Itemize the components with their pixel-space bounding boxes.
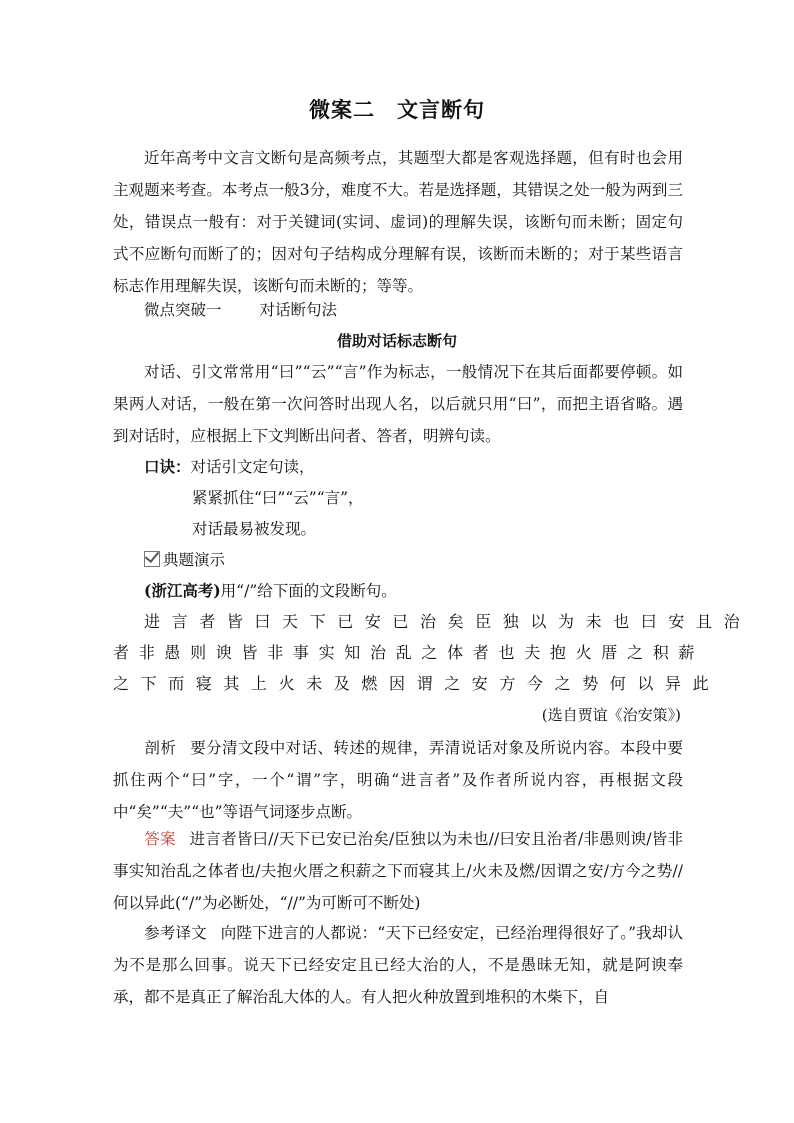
instruction-text: 用“/”给下面的文段断句。 — [220, 582, 397, 600]
passage-citation: (选自贾谊《治安策》) — [541, 706, 681, 724]
source-tag: (浙江高考) — [144, 581, 221, 600]
example-instruction — [144, 575, 397, 607]
mnemonic-line: 紧紧抓住“曰”“云”“言”， — [192, 489, 364, 507]
section-name: 对话断句法 — [259, 301, 338, 319]
passage-line: 之下而寝其上火未及燃因谓之安方今之势何以异此 — [113, 674, 721, 693]
method-subheading: 借助对话标志断句 — [336, 332, 457, 350]
mnemonic-line: 对话最易被发现。 — [192, 520, 317, 538]
translation-text: 向陛下进言的人都说：“天下已经安定，已经治理得很好了。”我却认为不是那么回事。说天下已经安定且已经大治的人，不是愚昧无知，就是阿谀奉承，都不是真正了解治乱大体的人。有人把火种放置到堆积的木柴下，自 — [113, 924, 683, 1006]
analysis-label: 剖析 — [144, 739, 177, 757]
mnemonic-label: 口诀： — [144, 457, 191, 476]
mnemonic-line: 对话引文定句读， — [190, 458, 315, 476]
example-label: 典题演示 — [163, 551, 226, 569]
example-heading — [144, 544, 225, 576]
section-label: 微点突破一 — [144, 301, 222, 319]
answer-text: 进言者皆曰//天下已安已治矣/臣独以为未也//曰安且治者/非愚则谀/皆非事实知治乱之体者也/夫抱火厝之积薪之下而寝其上/火未及燃/因谓之安/方今之势//何以异此(“/”为必断处，“//”为可断可不断处) — [113, 830, 683, 912]
checkbox-icon — [144, 551, 160, 567]
passage-line: 进言者皆曰天下已安已治矣臣独以为未也曰安且治 — [144, 612, 752, 631]
method-paragraph: 对话、引文常常用“曰”“云”“言”作为标志，一般情况下在其后面都要停顿。如果两人对话，一般在第一次问答时出现人名，以后就只用“曰”，而把主语省略。遇到对话时，应根据上下文判断出问者、答者，明辨句读。 — [113, 363, 683, 445]
answer-label: 答案 — [144, 830, 176, 848]
mnemonic-first-line — [144, 451, 315, 483]
analysis-paragraph — [113, 732, 683, 828]
page-title: 微案二 文言断句 — [309, 97, 485, 122]
intro-paragraph: 近年高考中文言文断句是高频考点，其题型大都是客观选择题，但有时也会用主观题来考查。本考点一般3分，难度不大。若是选择题，其错误之处一般为两到三处，错误点一般有：对于关键词(实词、虚词)的理解失误，该断句而未断；固定句式不应断句而断了的；因对句子结构成分理解有误，该断而未断的；对于某些语言标志作用理解失误，该断句而未断的；等等。 — [113, 149, 683, 295]
section-heading — [144, 294, 337, 326]
translation-paragraph — [113, 917, 683, 1013]
analysis-text: 要分清文段中对话、转述的规律，弄清说话对象及所说内容。本段中要抓住两个“曰”字，一个“谓”字，明确“进言者”及作者所说内容，再根据文段中“矣”“夫”“也”等语气词逐步点断。 — [113, 739, 683, 821]
passage-line: 者非愚则谀皆非事实知治乱之体者也夫抱火厝之积薪 — [113, 643, 705, 662]
answer-paragraph — [113, 823, 683, 919]
translation-label: 参考译文 — [144, 924, 207, 942]
